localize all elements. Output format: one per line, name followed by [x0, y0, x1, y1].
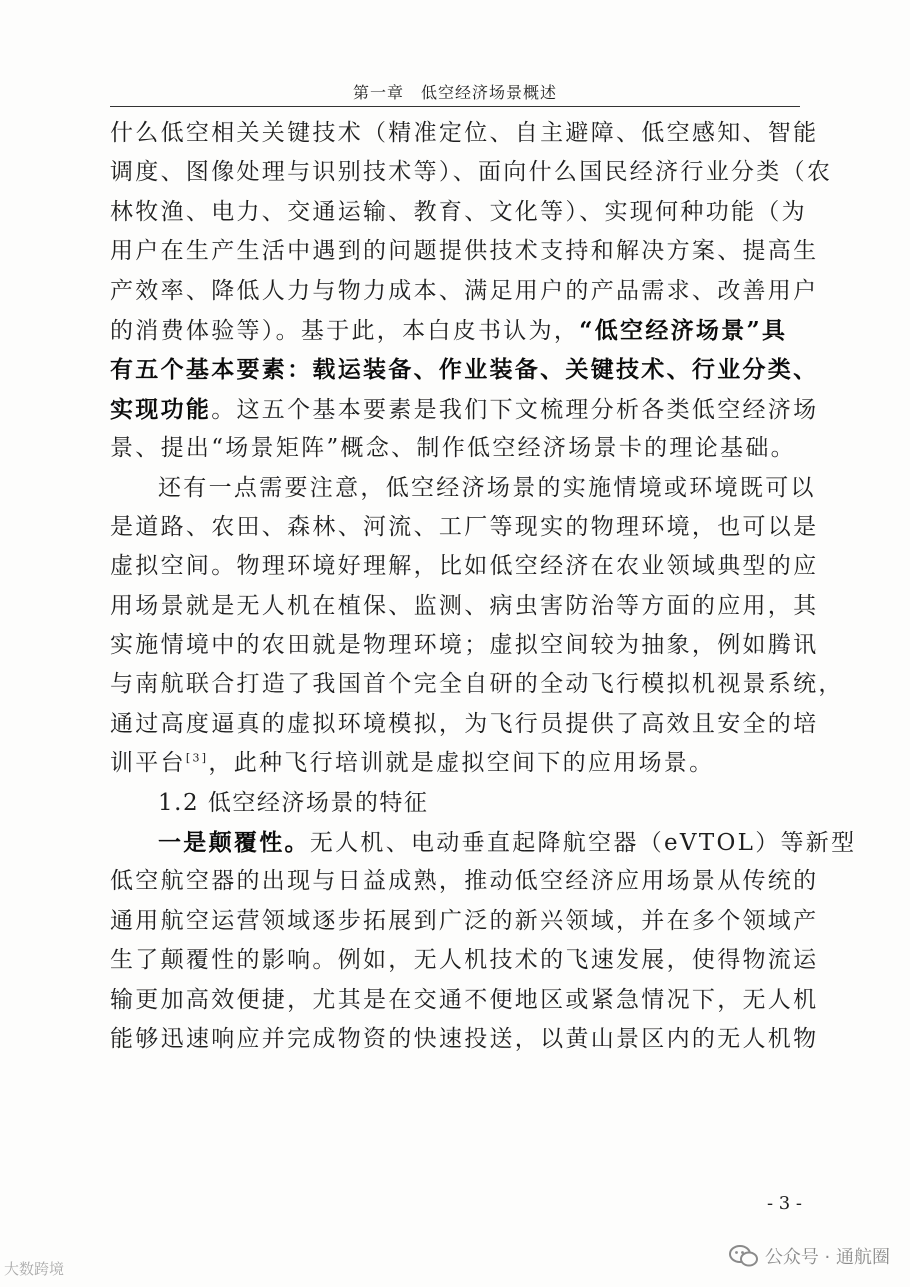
page-number: - 3 - [766, 1193, 802, 1214]
text-line: 用场景就是无人机在植保、监测、病虫害防治等方面的应用，其 [110, 592, 819, 619]
text-line [110, 311, 800, 350]
watermark-text: 公众号 · 通航圈 [764, 1247, 890, 1268]
text-line: 什么低空相关关键技术（精准定位、自主避障、低空感知、智能 [110, 120, 819, 146]
bold-text: “低空经济场景”具 [579, 316, 788, 344]
bold-text: 一是颠覆性。 [158, 829, 310, 857]
text-line: 还有一点需要注意，低空经济场景的实施情境或环境既可以 [158, 474, 816, 501]
text-line: 与南航联合打造了我国首个完全自研的全动飞行模拟机视景系统， [110, 671, 844, 698]
page-content [110, 114, 857, 1059]
text-line: 用户在生产生活中遇到的问题提供技术支持和解决方案、提高生 [110, 238, 819, 265]
paragraph-3 [110, 823, 857, 1059]
text-line: 虚拟空间。物理环境好理解，比如低空经济在农业领域典型的应 [110, 553, 819, 580]
text-line: 生了颠覆性的影响。例如，无人机技术的飞速发展，使得物流运 [110, 947, 819, 974]
text-line: 景、提出“场景矩阵”概念、制作低空经济场景卡的理论基础。 [110, 435, 796, 462]
watermark-left: 大数跨境 [4, 1260, 65, 1278]
text-run: 。这五个基本要素是我们下文梳理分析各类低空经济场 [211, 396, 819, 423]
watermark-right [729, 1243, 890, 1269]
text-run: ，此种飞行培训就是虚拟空间下的应用场景。 [208, 750, 715, 777]
text-line: 低空航空器的出现与日益成熟，推动低空经济应用场景从传统的 [110, 868, 819, 895]
text-line: 通过高度逼真的虚拟环境模拟，为飞行员提供了高效且安全的培 [110, 710, 819, 737]
text-line [110, 823, 857, 862]
text-line: 输更加高效便捷，尤其是在交通不便地区或紧急情况下，无人机 [110, 986, 819, 1013]
reference-marker[interactable]: [3] [185, 751, 209, 765]
header-rule [110, 106, 800, 107]
wechat-icon [729, 1245, 759, 1267]
text-line [110, 744, 800, 783]
paragraph-1 [110, 114, 833, 469]
bold-text: 实现功能 [110, 395, 212, 423]
text-line [110, 390, 819, 429]
text-line: 通用航空运营领域逐步拓展到广泛的新兴领域，并在多个领域产 [110, 907, 819, 934]
chapter-header: 第一章 低空经济场景概述 [352, 83, 557, 102]
text-line: 调度、图像处理与识别技术等）、面向什么国民经济行业分类（农 [110, 159, 833, 186]
bold-text-line: 有五个基本要素：载运装备、作业装备、关键技术、行业分类、 [110, 356, 819, 384]
paragraph-2 [110, 469, 844, 784]
text-line: 产效率、降低人力与物力成本、满足用户的产品需求、改善用户 [110, 277, 819, 304]
text-line: 实施情境中的农田就是物理环境；虚拟空间较为抽象，例如腾讯 [110, 632, 819, 659]
text-run: 的消费体验等）。基于此，本白皮书认为， [110, 317, 580, 344]
text-run: 无人机、电动垂直起降航空器（eVTOL）等新型 [309, 830, 857, 857]
text-line: 是道路、农田、森林、河流、工厂等现实的物理环境，也可以是 [110, 513, 819, 540]
section-heading: 1.2 低空经济场景的特征 [158, 789, 429, 816]
text-run: 训平台 [110, 750, 186, 777]
text-line: 能够迅速响应并完成物资的快速投送，以黄山景区内的无人机物 [110, 1025, 819, 1052]
text-line: 林牧渔、电力、交通运输、教育、文化等）、实现何种功能（为 [110, 198, 807, 225]
